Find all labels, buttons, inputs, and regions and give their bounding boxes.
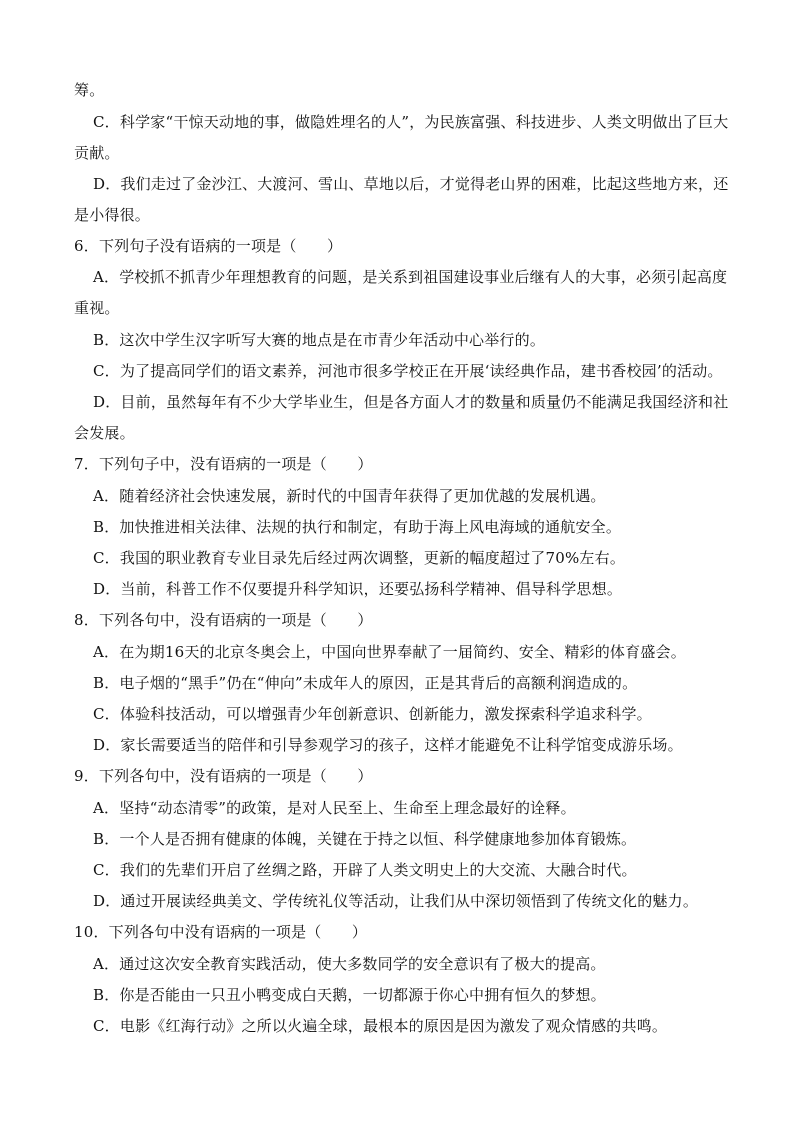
option-b-line: B．加快推进相关法律、法规的执行和制定，有助于海上风电海域的通航安全。	[93, 518, 622, 536]
text-line: 会发展。	[74, 424, 135, 442]
option-b-line: B．你是否能由一只丑小鸭变成白天鹅，一切都源于你心中拥有恒久的梦想。	[93, 986, 606, 1004]
option-a-line: A．在为期16天的北京冬奥会上，中国向世界奉献了一届简约、安全、精彩的体育盛会。	[93, 643, 686, 661]
text-line: 筹。	[74, 81, 105, 99]
option-c-line: C．我们的先辈们开启了丝绸之路，开辟了人类文明史上的大交流、大融合时代。	[93, 861, 637, 879]
option-c-line: C．科学家“干惊天动地的事，做隐姓埋名的人”，为民族富强、科技进步、人类文明做出了巨大	[93, 113, 729, 131]
question-8: 8．下列各句中，没有语病的一项是（ ）	[74, 611, 373, 629]
text-line: 重视。	[74, 299, 120, 317]
question-7: 7．下列句子中，没有语病的一项是（ ）	[74, 455, 373, 473]
option-d-line: D．家长需要适当的陪伴和引导参观学习的孩子，这样才能避免不让科学馆变成游乐场。	[93, 736, 683, 754]
text-line: 贡献。	[74, 144, 120, 162]
question-9: 9．下列各句中，没有语病的一项是（ ）	[74, 767, 373, 785]
option-b-line: B．电子烟的“黑手”仍在“伸向”未成年人的原因，正是其背后的高额利润造成的。	[93, 674, 638, 692]
option-b-line: B．这次中学生汉字听写大赛的地点是在市青少年活动中心举行的。	[93, 331, 546, 349]
question-10: 10．下列各句中没有语病的一项是（ ）	[74, 923, 368, 941]
option-b-line: B．一个人是否拥有健康的体魄，关键在于持之以恒、科学健康地参加体育锻炼。	[93, 830, 637, 848]
option-a-line: A．随着经济社会快速发展，新时代的中国青年获得了更加优越的发展机遇。	[93, 487, 606, 505]
option-c-line: C．为了提高同学们的语文素养，河池市很多学校正在开展‘读经典作品，建书香校园’的活动。	[93, 362, 723, 380]
text-line: 是小得很。	[74, 206, 151, 224]
option-c-line: C．我国的职业教育专业目录先后经过两次调整，更新的幅度超过了70%左右。	[93, 549, 626, 567]
option-d-line: D．通过开展读经典美文、学传统礼仪等活动，让我们从中深切领悟到了传统文化的魅力。	[93, 892, 699, 910]
question-6: 6．下列句子没有语病的一项是（ ）	[74, 237, 343, 255]
option-c-line: C．体验科技活动，可以增强青少年创新意识、创新能力，激发探索科学追求科学。	[93, 705, 652, 723]
option-a-line: A．通过这次安全教育实践活动，使大多数同学的安全意识有了极大的提高。	[93, 955, 606, 973]
option-d-line: D．目前，虽然每年有不少大学毕业生，但是各方面人才的数量和质量仍不能满足我国经济和社	[93, 393, 729, 411]
option-c-line: C．电影《红海行动》之所以火遍全球，最根本的原因是因为激发了观众情感的共鸣。	[93, 1017, 668, 1035]
option-d-line: D．我们走过了金沙江、大渡河、雪山、草地以后，才觉得老山界的困难，比起这些地方来，还	[93, 175, 729, 193]
option-a-line: A．学校抓不抓青少年理想教育的问题，是关系到祖国建设事业后继有人的大事，必须引起高度	[93, 268, 728, 286]
option-a-line: A．坚持“动态清零”的政策，是对人民至上、生命至上理念最好的诠释。	[93, 799, 576, 817]
option-d-line: D．当前，科普工作不仅要提升科学知识，还要弘扬科学精神、倡导科学思想。	[93, 580, 623, 598]
